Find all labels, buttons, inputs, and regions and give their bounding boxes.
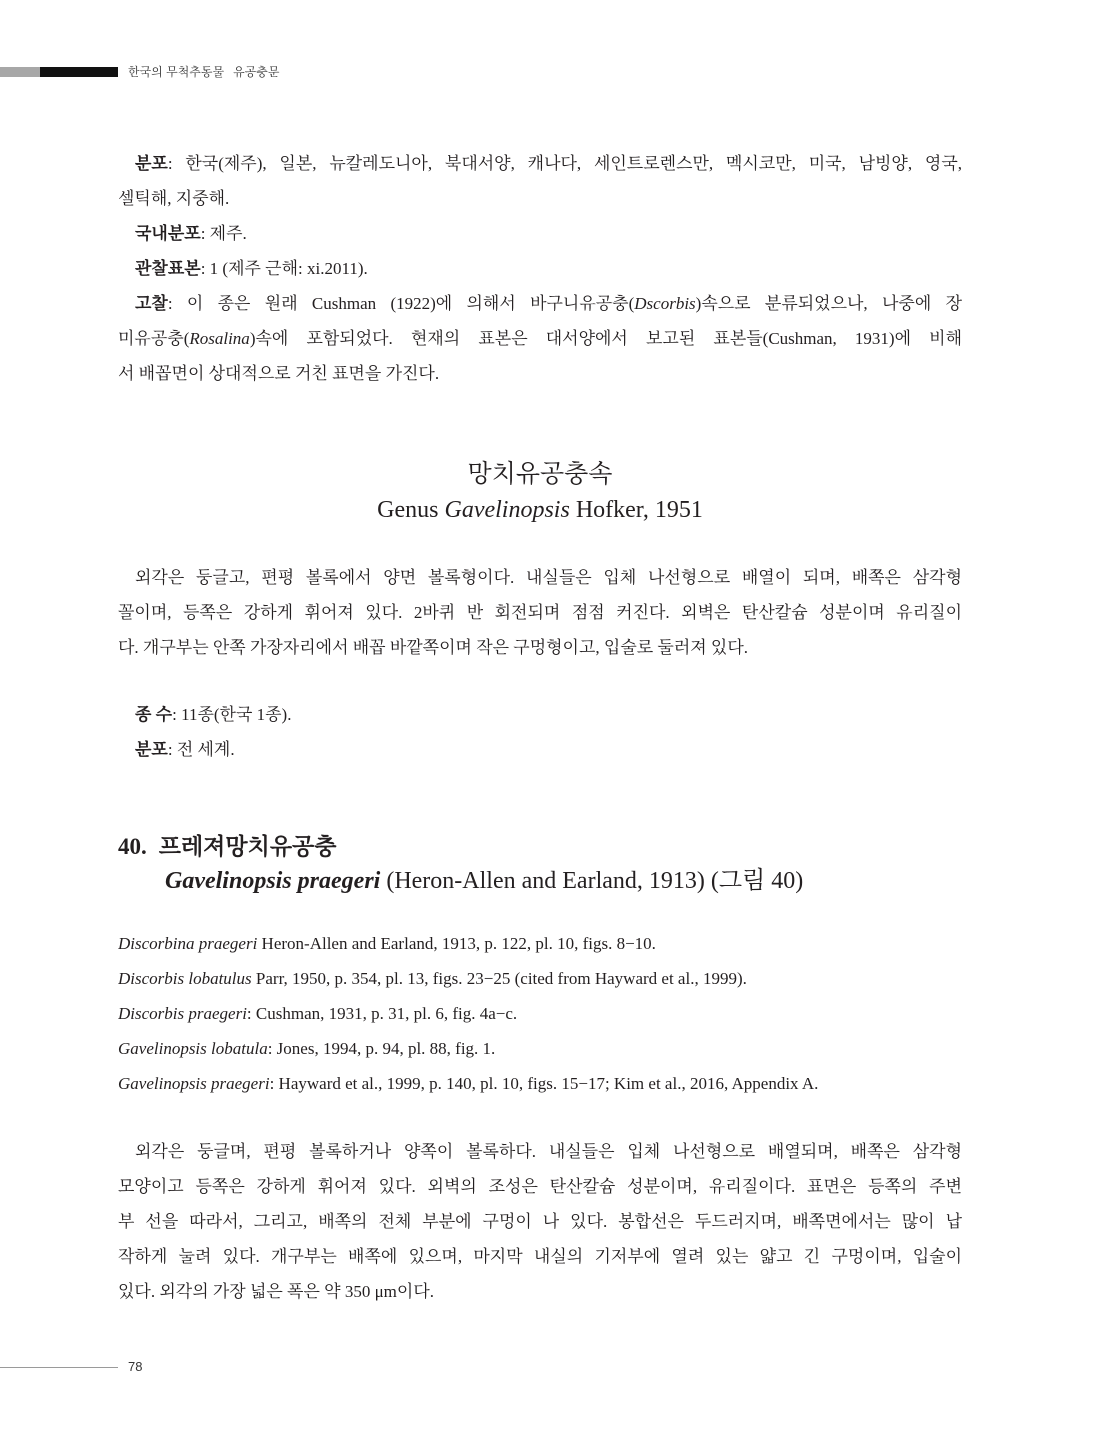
text-run: : 이 종은 원래 Cushman (1922)에 의해서 바구니유공충( [167, 294, 635, 313]
synonym-entry [118, 961, 962, 996]
fact-paragraph [118, 697, 962, 732]
text-run: : 한국(제주), 일본, 뉴칼레도니아, 북대서양, 캐나다, 세인트로렌스만, 멕시코만, 미국, 남빙양, 영국, [167, 154, 962, 173]
text-run: : Hayward et al., 1999, p. 140, pl. 10, figs. 15−17; Kim et al., 2016, Appendix A. [269, 1074, 819, 1093]
genus-facts-block [118, 697, 962, 767]
running-header-series: 한국의 무척추동물 [128, 65, 225, 79]
text-line [118, 595, 962, 630]
text-line [118, 1204, 962, 1239]
text-run: : Jones, 1994, p. 94, pl. 88, fig. 1. [267, 1039, 496, 1058]
text-line [118, 996, 962, 1031]
species-notes-block [118, 146, 962, 391]
text-line [118, 321, 962, 356]
synonymy-list [118, 926, 962, 1101]
note-paragraph [118, 146, 962, 216]
genus-title-scientific [118, 492, 962, 528]
species-scientific-name: Gavelinopsis praegeri [165, 868, 381, 894]
taxon-name: Rosalina [189, 329, 250, 348]
text-line [118, 560, 962, 595]
taxon-name: Discorbis lobatulus [118, 969, 252, 988]
note-paragraph [118, 251, 962, 286]
text-run: 서 배꼽면이 상대적으로 거친 표면을 가진다. [118, 364, 440, 383]
text-line [118, 146, 962, 181]
text-run: 부 선을 따라서, 그리고, 배쪽의 전체 부분에 구멍이 나 있다. 봉합선은 두드러지며, 배쪽면에서는 많이 납 [118, 1212, 962, 1231]
text-run: : 전 세계. [167, 740, 235, 759]
synonym-entry [118, 926, 962, 961]
text-run: 작하게 눌려 있다. 개구부는 배쪽에 있으며, 마지막 내실의 기저부에 열려 있는 얇고 긴 구멍이며, 입술이 [118, 1247, 962, 1266]
running-header [128, 64, 279, 80]
text-run: 있다. 외각의 가장 넓은 폭은 약 350 μm이다. [118, 1282, 434, 1301]
text-run: 외각은 둥글고, 편평 볼록에서 양면 볼록형이다. 내실들은 입체 나선형으로 배열이 되며, 배쪽은 삼각형 [135, 568, 962, 587]
synonym-entry [118, 996, 962, 1031]
text-line [118, 251, 962, 286]
text-line [118, 926, 962, 961]
text-run: )속으로 분류되었으나, 나중에 장 [695, 294, 962, 313]
text-line [118, 286, 962, 321]
text-run: 모양이고 등쪽은 강하게 휘어져 있다. 외벽의 조성은 탄산칼슘 성분이며, 유리질이다. 표면은 등쪽의 주변 [118, 1177, 962, 1196]
text-line [118, 697, 962, 732]
text-line [118, 181, 962, 216]
header-black-bar [40, 67, 118, 77]
text-run: : 11종(한국 1종). [172, 705, 292, 724]
text-run: Heron-Allen and Earland, 1913, p. 122, pl. 10, figs. 8−10. [257, 934, 656, 953]
taxon-name: Dscorbis [634, 294, 696, 313]
description-paragraph [118, 1134, 962, 1309]
text-run: : Cushman, 1931, p. 31, pl. 6, fig. 4a−c. [246, 1004, 518, 1023]
note-paragraph [118, 286, 962, 391]
synonym-entry [118, 1066, 962, 1101]
footer-rule [0, 1367, 118, 1368]
taxon-name: Discorbis praegeri [118, 1004, 247, 1023]
text-run: 셀틱해, 지중해. [118, 189, 230, 208]
text-line [118, 961, 962, 996]
field-label: 고찰 [135, 294, 168, 313]
description-paragraph [118, 560, 962, 665]
text-line [118, 1169, 962, 1204]
text-run: : 제주. [200, 224, 247, 243]
text-run: )속에 포함되었다. 현재의 표본은 대서양에서 보고된 표본들(Cushman, 1931)에 비해 [249, 329, 962, 348]
fact-paragraph [118, 732, 962, 767]
page-number: 78 [128, 1359, 143, 1374]
text-run: 외각은 둥글며, 편평 볼록하거나 양쪽이 볼록하다. 내실들은 입체 나선형으로 배열되며, 배쪽은 삼각형 [135, 1142, 962, 1161]
species-authority: (Heron-Allen and Earland, 1913) [386, 868, 705, 894]
text-line [118, 1274, 962, 1309]
text-line [118, 216, 962, 251]
text-run: 꼴이며, 등쪽은 강하게 휘어져 있다. 2바퀴 반 회전되며 점점 커진다. 외벽은 탄산칼슘 성분이며 유리질이 [118, 603, 962, 622]
species-heading [118, 829, 337, 865]
text-line [118, 356, 962, 391]
field-label: 종 수 [135, 705, 173, 724]
text-line [118, 630, 962, 665]
taxon-name: Gavelinopsis praegeri [118, 1074, 270, 1093]
header-gray-bar [0, 67, 40, 77]
note-paragraph [118, 216, 962, 251]
genus-description-block [118, 560, 962, 665]
field-label: 분포 [135, 154, 168, 173]
field-label: 국내분포 [135, 224, 201, 243]
species-figure-reference: (그림 40) [710, 868, 804, 894]
genus-prefix: Genus [377, 497, 439, 523]
text-run: Parr, 1950, p. 354, pl. 13, figs. 23−25 (cited from Hayward et al., 1999). [251, 969, 747, 988]
genus-taxon-name: Gavelinopsis [444, 497, 570, 523]
field-label: 분포 [135, 740, 168, 759]
species-number: 40. [118, 834, 147, 859]
field-label: 관찰표본 [135, 259, 201, 278]
taxon-name: Gavelinopsis lobatula [118, 1039, 268, 1058]
text-line [118, 1134, 962, 1169]
genus-authority: Hofker, 1951 [575, 497, 703, 523]
species-name-korean: 프레져망치유공충 [158, 834, 337, 859]
species-description-block [118, 1134, 962, 1309]
text-line [118, 1239, 962, 1274]
text-line [118, 1031, 962, 1066]
text-run: 다. 개구부는 안쪽 가장자리에서 배꼽 바깥쪽이며 작은 구멍형이고, 입술로 둘러져 있다. [118, 638, 749, 657]
genus-title-korean: 망치유공충속 [467, 461, 613, 488]
taxon-name: Discorbina praegeri [118, 934, 258, 953]
running-header-volume: 유공충문 [233, 65, 280, 79]
synonym-entry [118, 1031, 962, 1066]
species-scientific-heading [165, 863, 803, 899]
text-run: : 1 (제주 근해: xi.2011). [200, 259, 368, 278]
text-line [118, 732, 962, 767]
text-run: 미유공충( [118, 329, 190, 348]
text-line [118, 1066, 962, 1101]
